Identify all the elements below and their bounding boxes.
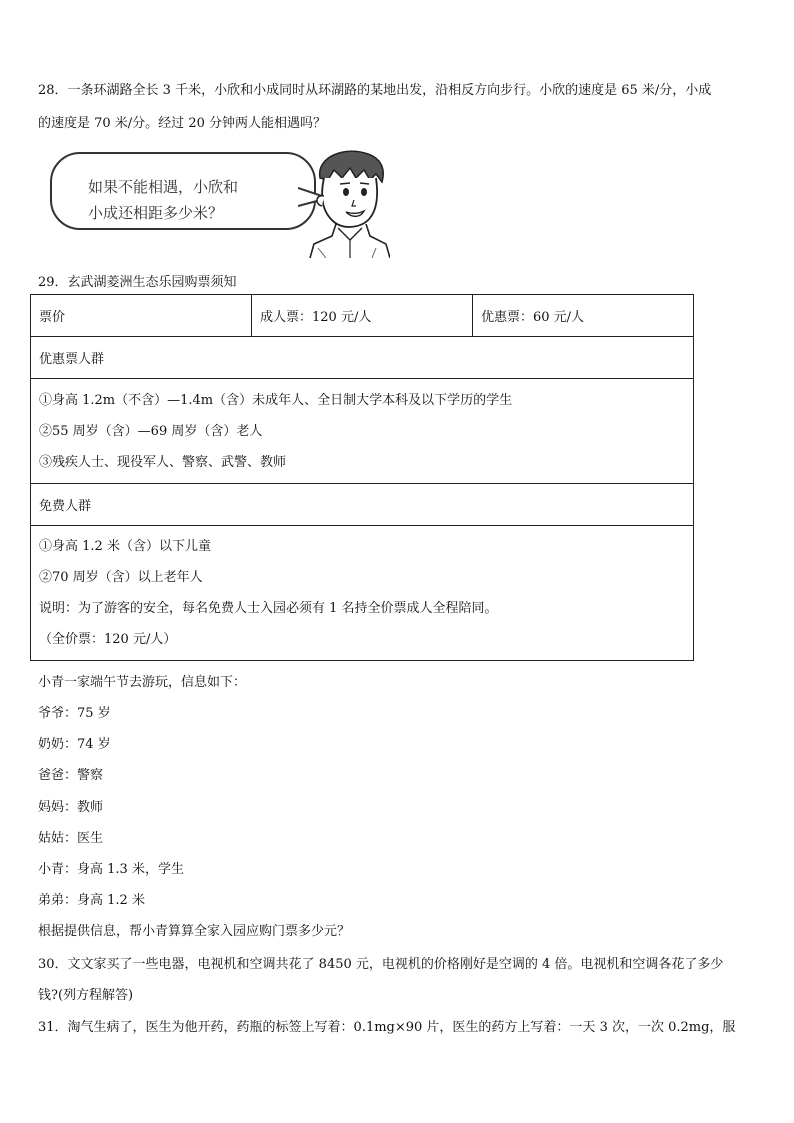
family-member: 小青：身高 1.3 米，学生 [38, 862, 184, 877]
speech-bubble-text [88, 174, 238, 226]
q28-line-1: 28．一条环湖路全长 3 千米，小欣和小成同时从环湖路的某地出发，沿相反方向步行。小欣的速度是 65 米/分，小成 [38, 83, 712, 98]
ticket-price-label: 票价 [31, 295, 252, 337]
free-group-items [31, 526, 694, 661]
adult-ticket-price: 成人票：120 元/人 [252, 295, 473, 337]
free-group-header: 免费人群 [31, 484, 694, 526]
ticket-notice-table [30, 294, 694, 661]
q30-line-2: 钱?(列方程解答) [38, 988, 134, 1003]
discount-group-header-row [31, 337, 694, 379]
family-member: 爸爸：警察 [38, 768, 104, 783]
discount-item: ③残疾人士、现役军人、警察、武警、教师 [39, 454, 287, 470]
free-item-note: （全价票：120 元/人） [39, 632, 177, 647]
free-item: ②70 周岁（含）以上老年人 [39, 570, 203, 585]
bubble-line-2: 小成还相距多少米？ [88, 204, 224, 222]
discount-group-items-row [31, 379, 694, 484]
family-member: 弟弟：身高 1.2 米 [38, 893, 145, 908]
speech-bubble [50, 152, 316, 230]
discount-item: ①身高 1.2m（不含）—1.4m（含）未成年人、全日制大学本科及以下学历的学生 [39, 392, 513, 408]
family-member: 姑姑：医生 [38, 831, 104, 846]
discount-group-header: 优惠票人群 [31, 337, 694, 379]
bubble-line-1: 如果不能相遇，小欣和 [88, 178, 239, 196]
family-member: 奶奶：74 岁 [38, 737, 111, 752]
free-item-note: 说明：为了游客的安全，每名免费人士入园必须有 1 名持全价票成人全程陪同。 [39, 601, 498, 616]
discount-item: ②55 周岁（含）—69 周岁（含）老人 [39, 423, 263, 439]
q29-question: 根据提供信息，帮小青算算全家入园应购门票多少元？ [38, 924, 351, 939]
discount-ticket-price: 优惠票：60 元/人 [473, 295, 694, 337]
q30-line-1: 30．文文家买了一些电器，电视机和空调共花了 8450 元，电视机的价格刚好是空调的 4 倍。电视机和空调各花了多少 [38, 957, 724, 972]
speech-illustration [40, 148, 380, 258]
family-member: 妈妈：教师 [38, 800, 104, 815]
family-member: 爷爷：75 岁 [38, 706, 111, 721]
family-intro: 小青一家端午节去游玩，信息如下： [38, 675, 247, 690]
free-item: ①身高 1.2 米（含）以下儿童 [39, 539, 211, 554]
price-row [31, 295, 694, 337]
discount-group-items [31, 379, 694, 484]
q28-line-2: 的速度是 70 米/分。经过 20 分钟两人能相遇吗？ [38, 116, 326, 131]
free-group-items-row [31, 526, 694, 661]
free-group-header-row [31, 484, 694, 526]
q31-line-1: 31．淘气生病了，医生为他开药，药瓶的标签上写着：0.1mg×90 片，医生的药方上写着：一天 3 次，一次 0.2mg，服 [38, 1020, 736, 1035]
q29-title: 29．玄武湖菱洲生态乐园购票须知 [38, 275, 237, 290]
boy-cartoon-icon [306, 148, 390, 258]
